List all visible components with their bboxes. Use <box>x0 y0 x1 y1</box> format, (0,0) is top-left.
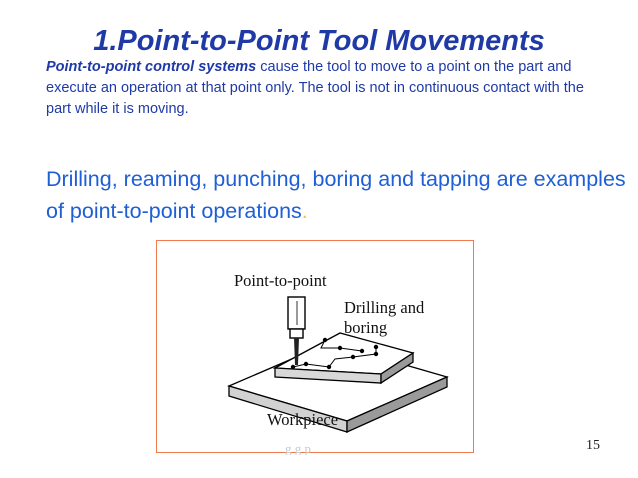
point-to-point-diagram <box>157 241 474 453</box>
label-drilling-line1: Drilling and <box>344 298 425 317</box>
body-text: Drilling, reaming, punching, boring and tapping are examples of point-to-point operations <box>46 167 626 223</box>
intro-lead: Point-to-point control systems <box>46 59 257 75</box>
body-period: . <box>301 199 308 223</box>
label-drilling-line2: boring <box>344 318 388 337</box>
page-number: 15 <box>586 438 600 453</box>
intro-paragraph <box>46 57 606 120</box>
spindle-chuck <box>290 329 303 338</box>
label-workpiece: Workpiece <box>267 410 339 429</box>
label-point-to-point: Point-to-point <box>234 271 327 290</box>
spindle-body <box>288 297 305 329</box>
body-paragraph <box>46 163 626 227</box>
figure-frame <box>156 240 474 453</box>
slide-title: 1.Point-to-Point Tool Movements <box>93 25 545 57</box>
intro-rest: cause the tool to move to a point on the part and execute an operation at that point only. The tool is not in continuous contact with the part while it is moving. <box>46 59 584 117</box>
footer-faded-text: g g p <box>285 441 311 455</box>
